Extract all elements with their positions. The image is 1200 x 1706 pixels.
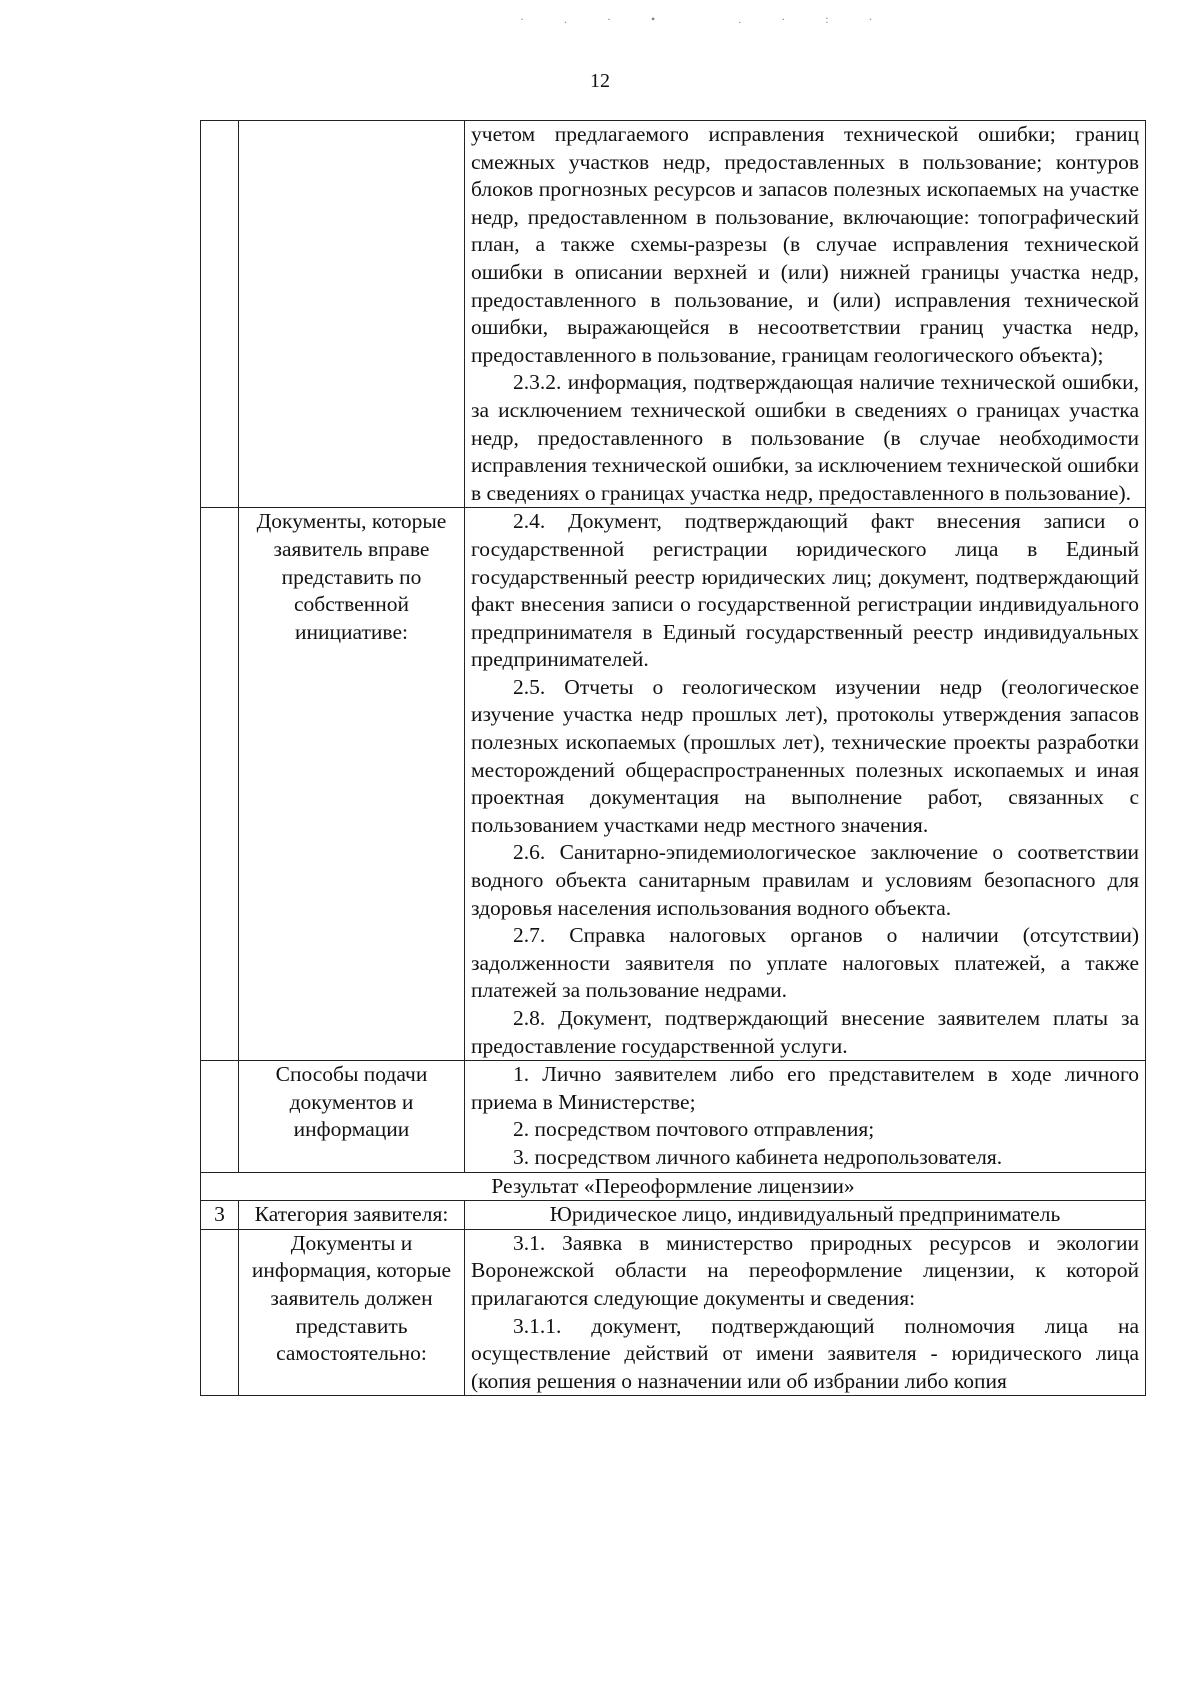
number-cell — [201, 1061, 239, 1172]
table-row-submission-methods — [201, 1061, 1146, 1172]
page-number: 12 — [590, 70, 610, 92]
table-row-optional-documents — [201, 508, 1146, 1061]
number-cell — [201, 121, 239, 508]
number-cell — [201, 1229, 239, 1396]
content-cell — [465, 1229, 1146, 1396]
services-table — [200, 120, 1146, 1396]
result-header: Результат «Переоформление лицензии» — [201, 1172, 1146, 1201]
paragraph: 2.5. Отчеты о геологическом изучении недр (геологическое изучение участка недр прошлых лет), протоколы утверждения запасов полезных ископаемых (прошлых лет), технические проекты разработки месторождений общераспространенных полезных ископаемых и иная проектная документация на выполнение работ, связанных с пользованием участками недр местного значения. — [471, 674, 1139, 837]
paragraph: учетом предлагаемого исправления технической ошибки; границ смежных участков недр, предоставленных в пользование; контуров блоков прогнозных ресурсов и запасов полезных ископаемых на участке недр, предоставленном в пользование, включающие: топографический план, а также схемы-разрезы (в случае исправления технической ошибки в описании верхней и (или) нижней границы участка недр, предоставленного в пользование, и (или) исправления технической ошибки, выражающейся в несоответствии границ участка недр, предоставленного в пользование, границам геологического объекта); — [471, 122, 1139, 367]
scan-artifact-marks: ·.·• .·:· — [520, 12, 913, 26]
row-label: Способы подачи документов и информации — [239, 1061, 465, 1172]
row-number: 3 — [201, 1201, 239, 1230]
row-label: Категория заявителя: — [239, 1201, 465, 1230]
paragraph: 2.3.2. информация, подтверждающая наличие технической ошибки, за исключением технической ошибки в сведениях о границах участка недр, предоставленного в пользование (в случае необходимости исправления технической ошибки, за исключением технической ошибки в сведениях о границах участка недр, предоставленного в пользование). — [471, 370, 1139, 505]
number-cell — [201, 508, 239, 1061]
paragraph: 2.7. Справка налоговых органов о наличии (отсутствии) задолженности заявителя по уплате налоговых платежей, а также платежей за пользование недрами. — [471, 923, 1139, 1003]
paragraph: 2.8. Документ, подтверждающий внесение заявителем платы за предоставление государственной услуги. — [471, 1006, 1139, 1058]
paragraph: 1. Лично заявителем либо его представителем в ходе личного приема в Министерстве; — [471, 1062, 1139, 1114]
table-row-continuation — [201, 121, 1146, 508]
paragraph: 2.6. Санитарно-эпидемиологическое заключение о соответствии водного объекта санитарным правилам и условиям безопасного для здоровья населения использования водного объекта. — [471, 840, 1139, 920]
paragraph: 3.1.1. документ, подтверждающий полномочия лица на осуществление действий от имени заявителя - юридического лица (копия решения о назначении или об избрании либо копия — [471, 1313, 1139, 1393]
table-row-required-documents — [201, 1229, 1146, 1396]
table-row-result-header — [201, 1172, 1146, 1201]
content-cell — [465, 508, 1146, 1061]
row-value: Юридическое лицо, индивидуальный предприниматель — [465, 1201, 1146, 1230]
label-cell — [239, 121, 465, 508]
table-row-applicant-category — [201, 1201, 1146, 1230]
paragraph: 2. посредством почтового отправления; — [513, 1117, 875, 1142]
paragraph: 2.4. Документ, подтверждающий факт внесения записи о государственной регистрации юридического лица в Единый государственный реестр юридических лиц; документ, подтверждающий факт внесения записи о государственной регистрации индивидуального предпринимателя в Единый государственный реестр индивидуальных предпринимателей. — [471, 509, 1139, 672]
paragraph: 3. посредством личного кабинета недропользователя. — [513, 1144, 1003, 1169]
paragraph: 3.1. Заявка в министерство природных ресурсов и экологии Воронежской области на переоформление лицензии, к которой прилагаются следующие документы и сведения: — [471, 1230, 1139, 1310]
row-label: Документы, которые заявитель вправе представить по собственной инициативе: — [239, 508, 465, 1061]
row-label: Документы и информация, которые заявитель должен представить самостоятельно: — [239, 1229, 465, 1396]
content-cell — [465, 1061, 1146, 1172]
content-cell — [465, 121, 1146, 508]
